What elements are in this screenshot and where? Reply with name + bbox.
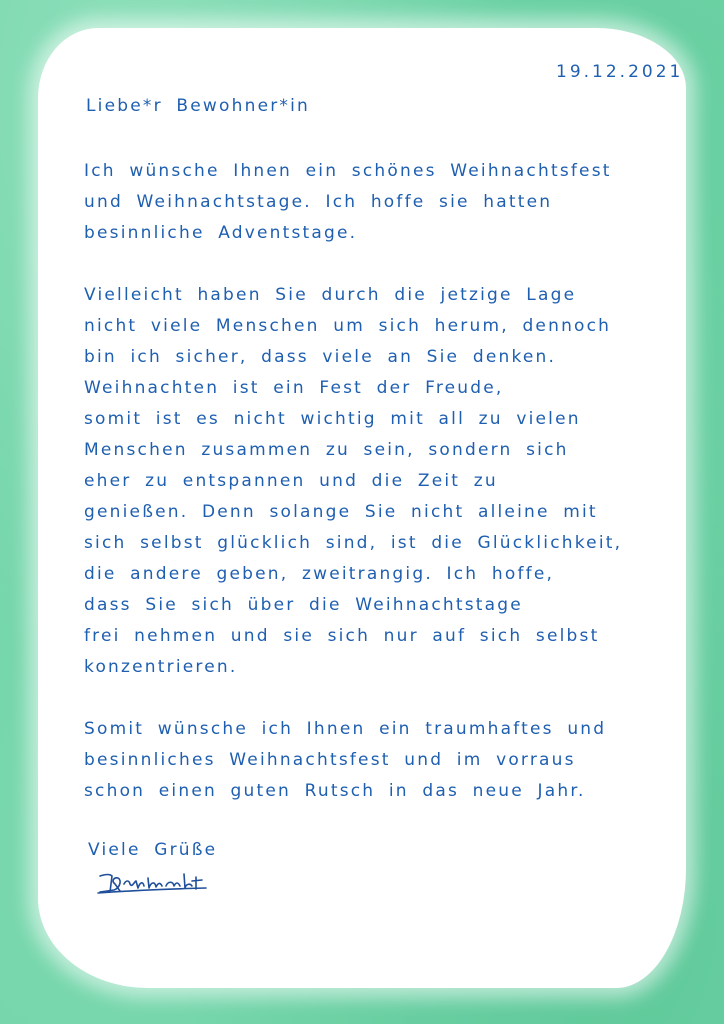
text-line: nicht viele Menschen um sich herum, dennoch [84, 316, 612, 336]
text-line: somit ist es nicht wichtig mit all zu vielen [84, 409, 581, 429]
signature-icon [96, 868, 216, 898]
text-line: sich selbst glücklich sind, ist die Glücklichkeit, [84, 533, 623, 553]
text-line: Somit wünsche ich Ihnen ein traumhaftes und [84, 719, 607, 739]
text-line: schon einen guten Rutsch in das neue Jahr. [84, 781, 586, 801]
text-line: besinnliche Adventstage. [84, 223, 358, 243]
text-line: Menschen zusammen zu sein, sondern sich [84, 440, 569, 460]
text-line: Weihnachten ist ein Fest der Freude, [84, 378, 504, 398]
paragraph-2 [84, 280, 622, 683]
text-line: dass Sie sich über die Weihnachtstage [84, 595, 523, 615]
paragraph-3 [84, 714, 606, 807]
text-line: eher zu entspannen und die Zeit zu [84, 471, 498, 491]
salutation: Liebe*r Bewohner*in [86, 96, 311, 116]
text-line: genießen. Denn solange Sie nicht alleine mit [84, 502, 598, 522]
text-line: frei nehmen und sie sich nur auf sich selbst [84, 626, 600, 646]
text-line: Ich wünsche Ihnen ein schönes Weihnachtsfest [84, 161, 612, 181]
letter-date: 19.12.2021 [556, 62, 684, 82]
text-line: und Weihnachtstage. Ich hoffe sie hatten [84, 192, 553, 212]
text-line: die andere geben, zweitrangig. Ich hoffe, [84, 564, 555, 584]
text-line: Vielleicht haben Sie durch die jetzige Lage [84, 285, 577, 305]
text-line: bin ich sicher, dass viele an Sie denken. [84, 347, 557, 367]
closing: Viele Grüße [88, 840, 218, 860]
paragraph-1 [84, 156, 612, 249]
text-line: konzentrieren. [84, 657, 238, 677]
text-line: besinnliches Weihnachtsfest und im vorraus [84, 750, 576, 770]
